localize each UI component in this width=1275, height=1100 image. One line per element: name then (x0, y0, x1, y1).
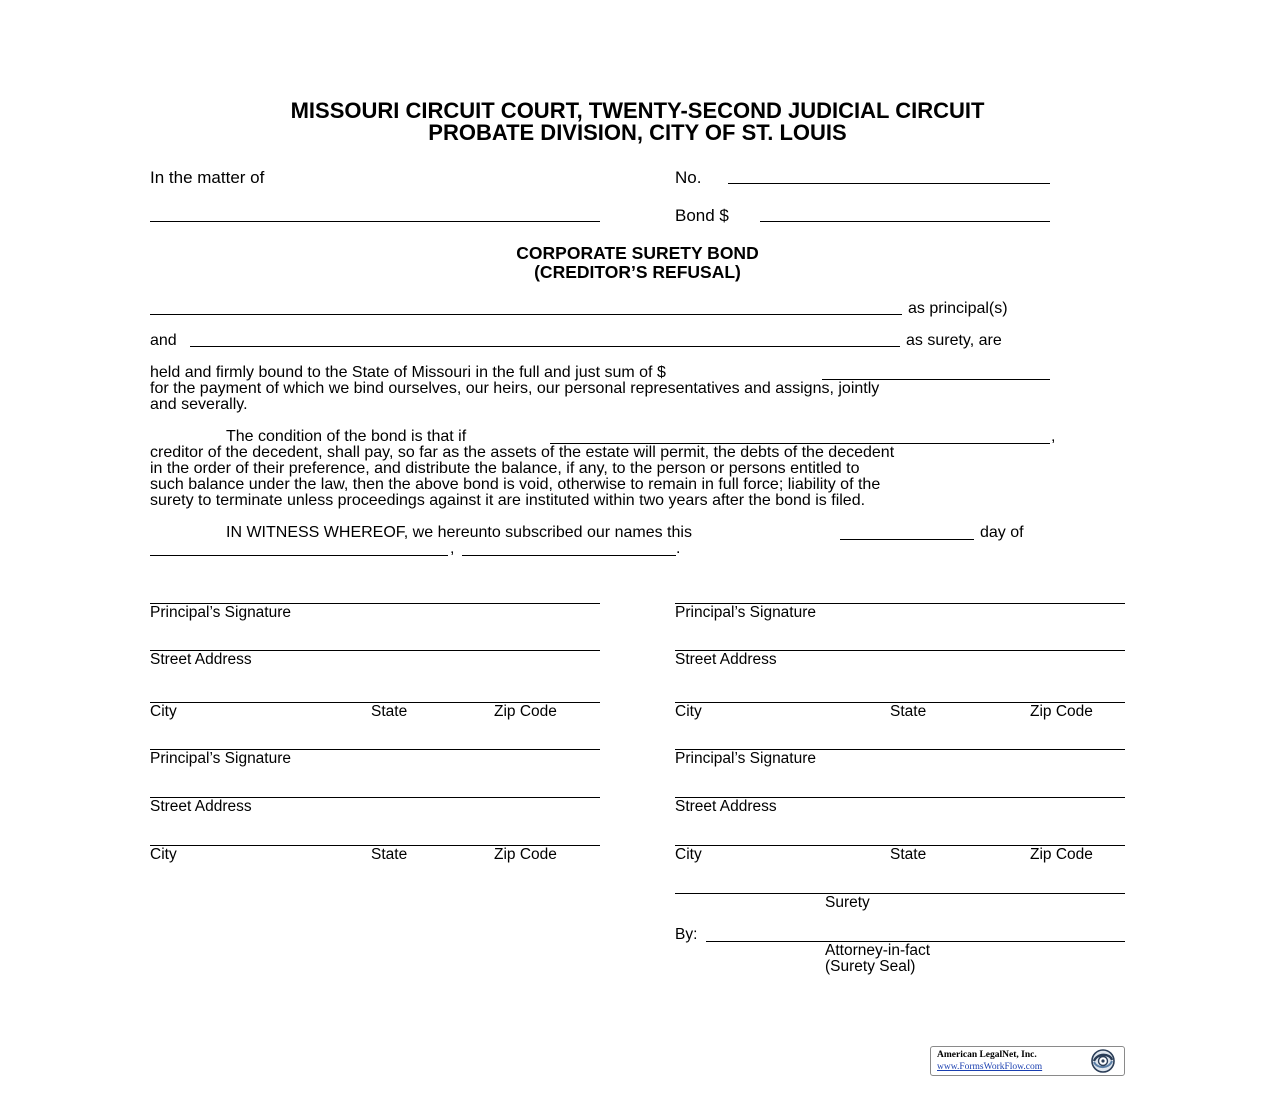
principal-signature-label: Principal’s Signature (150, 604, 292, 621)
matter-label: In the matter of (150, 168, 265, 187)
zip-label: Zip Code (1030, 703, 1093, 720)
principal-signature-label: Principal’s Signature (675, 604, 817, 621)
condition-line: such balance under the law, then the above bond is void, otherwise to remain in full force; liability of the (150, 476, 881, 493)
principal-signature-label: Principal’s Signature (675, 750, 817, 767)
city-label: City (150, 846, 177, 863)
street-address-label: Street Address (675, 651, 777, 668)
publisher-url-link[interactable]: www.FormsWorkFlow.com (937, 1062, 1043, 1072)
zip-label: Zip Code (1030, 846, 1093, 863)
state-label: State (890, 846, 927, 863)
principal-suffix: as principal(s) (908, 300, 1008, 317)
case-number-label: No. (675, 168, 702, 187)
court-heading: MISSOURI CIRCUIT COURT, TWENTY-SECOND JUDICIAL CIRCUIT (290, 98, 985, 123)
globe-swirl-icon (1088, 1048, 1118, 1074)
street-address-label: Street Address (150, 651, 252, 668)
matter-name-field[interactable] (150, 221, 600, 222)
surety-suffix: as surety, are (906, 332, 1002, 349)
city-label: City (150, 703, 177, 720)
held-line: held and firmly bound to the State of Missouri in the full and just sum of $ (150, 364, 666, 381)
bond-amount-field[interactable] (760, 221, 1050, 222)
publisher-name: American LegalNet, Inc. (937, 1050, 1037, 1060)
by-label: By: (675, 926, 698, 943)
street-address-label: Street Address (150, 798, 252, 815)
and-label: and (150, 332, 177, 349)
surety-signature-field[interactable] (675, 893, 1125, 894)
form-title: CORPORATE SURETY BOND (516, 243, 759, 263)
witness-year-field[interactable] (462, 555, 676, 556)
witness-text: IN WITNESS WHEREOF, we hereunto subscribed our names this (226, 524, 692, 541)
witness-month-field[interactable] (150, 555, 448, 556)
witness-day-field[interactable] (840, 539, 974, 540)
form-subtitle: (CREDITOR’S REFUSAL) (534, 262, 741, 282)
day-of-label: day of (980, 524, 1024, 541)
publisher-logo[interactable] (930, 1046, 1125, 1076)
severally-line: and severally. (150, 396, 248, 413)
surety-label: Surety (825, 894, 870, 911)
condition-prefix: The condition of the bond is that if (226, 428, 467, 445)
payment-line: for the payment of which we bind ourselves, our heirs, our personal representatives and assigns, jointly (150, 380, 880, 397)
date-period: . (676, 540, 681, 557)
state-label: State (890, 703, 927, 720)
condition-comma: , (1051, 428, 1056, 445)
surety-seal-label: (Surety Seal) (825, 958, 916, 975)
condition-line: creditor of the decedent, shall pay, so far as the assets of the estate will permit, the debts of the decedent (150, 444, 895, 461)
condition-line: surety to terminate unless proceedings against it are instituted within two years after the bond is filed. (150, 492, 866, 509)
surety-name-field[interactable] (190, 346, 900, 347)
state-label: State (371, 703, 408, 720)
condition-line: in the order of their preference, and distribute the balance, if any, to the person or persons entitled to (150, 460, 860, 477)
date-comma: , (450, 540, 455, 557)
principal-signature-label: Principal’s Signature (150, 750, 292, 767)
street-address-label: Street Address (675, 798, 777, 815)
division-heading: PROBATE DIVISION, CITY OF ST. LOUIS (428, 120, 847, 145)
case-number-field[interactable] (728, 183, 1050, 184)
state-label: State (371, 846, 408, 863)
principal-name-field[interactable] (150, 314, 902, 315)
attorney-in-fact-label: Attorney-in-fact (825, 942, 931, 959)
zip-label: Zip Code (494, 703, 557, 720)
zip-label: Zip Code (494, 846, 557, 863)
city-label: City (675, 846, 702, 863)
city-label: City (675, 703, 702, 720)
bond-amount-label: Bond $ (675, 206, 729, 225)
